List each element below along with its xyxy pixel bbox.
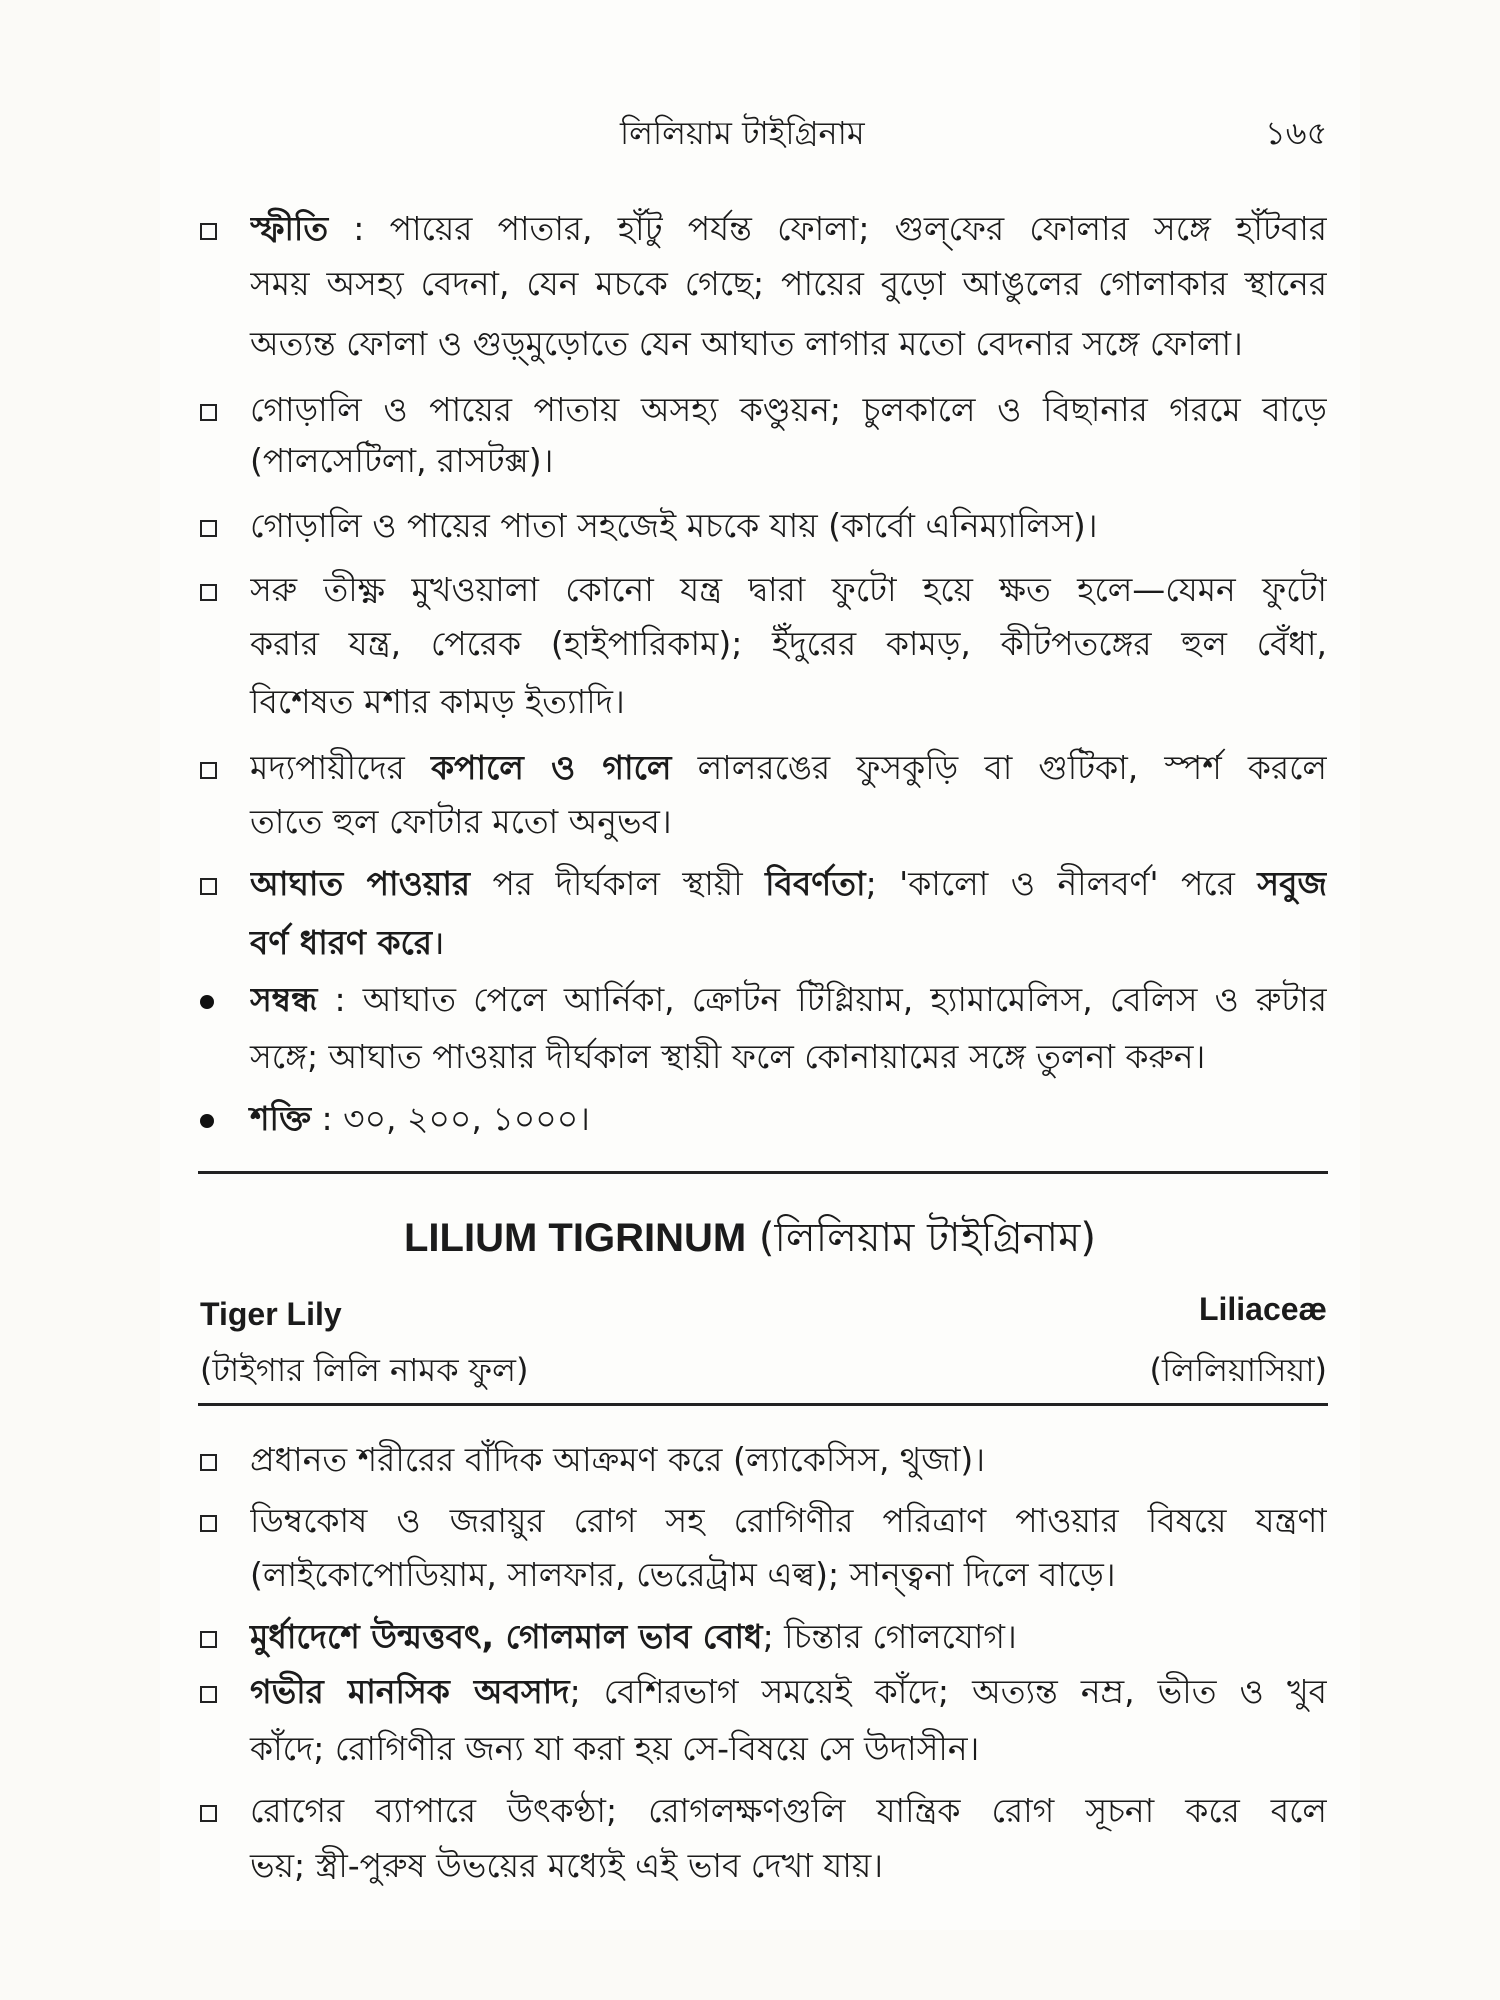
text-line — [250, 1553, 1327, 1597]
text-line — [250, 1727, 1327, 1771]
text-line — [250, 1670, 1327, 1714]
checkbox-bullet-icon — [200, 584, 217, 601]
text-line — [250, 622, 1327, 666]
bold-text: কপালে ও গালে — [430, 748, 672, 787]
dot-bullet-icon — [200, 995, 214, 1009]
text-line — [250, 504, 1327, 548]
bold-text: সম্বন্ধ — [250, 980, 318, 1019]
bold-text: আঘাত পাওয়ার — [250, 864, 471, 903]
bold-text: স্ফীতি — [250, 209, 329, 248]
bold-text: শক্তি — [250, 1099, 312, 1138]
text-span: সময় অসহ্য বেদনা, যেন মচকে গেছে; পায়ের বুড়ো আঙুলের গোলাকার স্থানের — [250, 264, 1327, 303]
text-span: পর দীর্ঘকাল স্থায়ী — [470, 864, 766, 903]
text-line — [250, 568, 1327, 612]
text-line — [250, 978, 1327, 1022]
text-line — [250, 746, 1327, 790]
page-number: ১৬৫ — [1265, 114, 1328, 152]
text-span: গোড়ালি ও পায়ের পাতায় অসহ্য কণ্ডুয়ন; চুলকালে ও বিছানার গরমে বাড়ে — [250, 390, 1327, 429]
checkbox-bullet-icon — [200, 520, 217, 537]
text-line — [250, 800, 1327, 844]
remedy-title-latin: LILIUM TIGRINUM — [404, 1216, 747, 1260]
bold-text: বিবর্ণতা — [765, 864, 866, 903]
text-span: রোগের ব্যাপারে উৎকণ্ঠা; রোগলক্ষণগুলি যান্ত্রিক রোগ সূচনা করে বলে — [250, 1791, 1327, 1830]
text-span: ; বেশিরভাগ সময়েই কাঁদে; অত্যন্ত নম্র, ভীত ও খুব — [569, 1672, 1327, 1711]
text-span: (পালসেটিলা, রাসটক্স)। — [250, 441, 554, 480]
text-line — [250, 1438, 1327, 1482]
text-span: লালরঙের ফুসকুড়ি বা গুটিকা, স্পর্শ করলে — [671, 748, 1327, 787]
text-span: (লাইকোপোডিয়াম, সালফার, ভেরেট্রাম এল্ব); সান্ত্বনা দিলে বাড়ে। — [250, 1555, 1116, 1594]
checkbox-bullet-icon — [200, 1631, 217, 1648]
checkbox-bullet-icon — [200, 1686, 217, 1703]
running-head-title: লিলিয়াম টাইগ্রিনাম — [620, 114, 865, 152]
checkbox-bullet-icon — [200, 878, 217, 895]
text-span: : ৩০, ২০০, ১০০০। — [311, 1099, 590, 1138]
text-line — [250, 322, 1327, 366]
text-span: সঙ্গে; আঘাত পাওয়ার দীর্ঘকাল স্থায়ী ফলে কোনায়ামের সঙ্গে তুলনা করুন। — [250, 1037, 1206, 1076]
text-line — [250, 680, 1327, 724]
text-span: ভয়; স্ত্রী-পুরুষ উভয়ের মধ্যেই এই ভাব দেখা যায়। — [250, 1846, 884, 1885]
text-line — [250, 262, 1327, 306]
text-line — [250, 1615, 1327, 1659]
text-line — [250, 207, 1327, 251]
bold-text: বর্ণ ধারণ করে — [250, 923, 432, 962]
bold-text: সবুজ — [1257, 864, 1327, 903]
section-divider-top — [198, 1171, 1328, 1174]
family-bengali: (লিলিয়াসিয়া) — [1149, 1351, 1327, 1389]
checkbox-bullet-icon — [200, 404, 217, 421]
text-span: ; 'কালো ও নীলবর্ণ' পরে — [865, 864, 1258, 903]
text-span: ডিম্বকোষ ও জরায়ুর রোগ সহ রোগিণীর পরিত্রাণ পাওয়ার বিষয়ে যন্ত্রণা — [250, 1501, 1327, 1540]
text-line — [250, 921, 1327, 965]
common-name-bengali: (টাইগার লিলি নামক ফুল) — [200, 1351, 529, 1389]
text-span: প্রধানত শরীরের বাঁদিক আক্রমণ করে (ল্যাকেসিস, থুজা)। — [250, 1440, 986, 1479]
text-line — [250, 1035, 1327, 1079]
checkbox-bullet-icon — [200, 1515, 217, 1532]
bold-text: গভীর মানসিক অবসাদ — [250, 1672, 570, 1711]
text-line — [250, 1789, 1327, 1833]
dot-bullet-icon — [200, 1114, 214, 1128]
text-span: । — [431, 923, 445, 962]
text-span: : পায়ের পাতার, হাঁটু পর্যন্ত ফোলা; গুল্‌ফের ফোলার সঙ্গে হাঁটবার — [328, 209, 1327, 248]
checkbox-bullet-icon — [200, 223, 217, 240]
text-line — [250, 439, 1327, 483]
common-name-english: Tiger Lily — [200, 1296, 342, 1332]
text-line — [250, 862, 1327, 906]
family-english: Liliaceæ — [1198, 1291, 1327, 1327]
text-span: অত্যন্ত ফোলা ও গুড়্‌মুড়োতে যেন আঘাত লাগার মতো বেদনার সঙ্গে ফোলা। — [250, 324, 1243, 363]
text-line — [250, 388, 1327, 432]
section-divider-bottom — [198, 1403, 1328, 1406]
text-line — [250, 1499, 1327, 1543]
text-span: বিশেষত মশার কামড় ইত্যাদি। — [250, 682, 625, 721]
text-span: : আঘাত পেলে আর্নিকা, ক্রোটন টিগ্লিয়াম, হ্যামামেলিস, বেলিস ও রুটার — [317, 980, 1327, 1019]
text-span: মদ্যপায়ীদের — [250, 748, 431, 787]
checkbox-bullet-icon — [200, 1805, 217, 1822]
text-span: করার যন্ত্র, পেরেক (হাইপারিকাম); ইঁদুরের কামড়, কীটপতঙ্গের হুল বেঁধা, — [250, 624, 1327, 663]
text-span: কাঁদে; রোগিণীর জন্য যা করা হয় সে-বিষয়ে সে উদাসীন। — [250, 1729, 980, 1768]
text-span: ; চিন্তার গোলযোগ। — [762, 1617, 1017, 1656]
text-line — [250, 1844, 1327, 1888]
checkbox-bullet-icon — [200, 762, 217, 779]
remedy-title — [0, 1206, 1500, 1273]
text-span: সরু তীক্ষ্ণ মুখওয়ালা কোনো যন্ত্র দ্বারা ফুটো হয়ে ক্ষত হলে—যেমন ফুটো — [250, 570, 1327, 609]
text-span: গোড়ালি ও পায়ের পাতা সহজেই মচকে যায় (কার্বো এনিম্যালিস)। — [250, 506, 1098, 545]
checkbox-bullet-icon — [200, 1454, 217, 1471]
text-line — [250, 1097, 1327, 1141]
remedy-title-bengali: (লিলিয়াম টাইগ্রিনাম) — [746, 1215, 1096, 1261]
text-span: তাতে হুল ফোটার মতো অনুভব। — [250, 802, 672, 841]
bold-text: মুর্ধাদেশে উন্মত্তবৎ, গোলমাল ভাব বোধ — [250, 1617, 763, 1656]
